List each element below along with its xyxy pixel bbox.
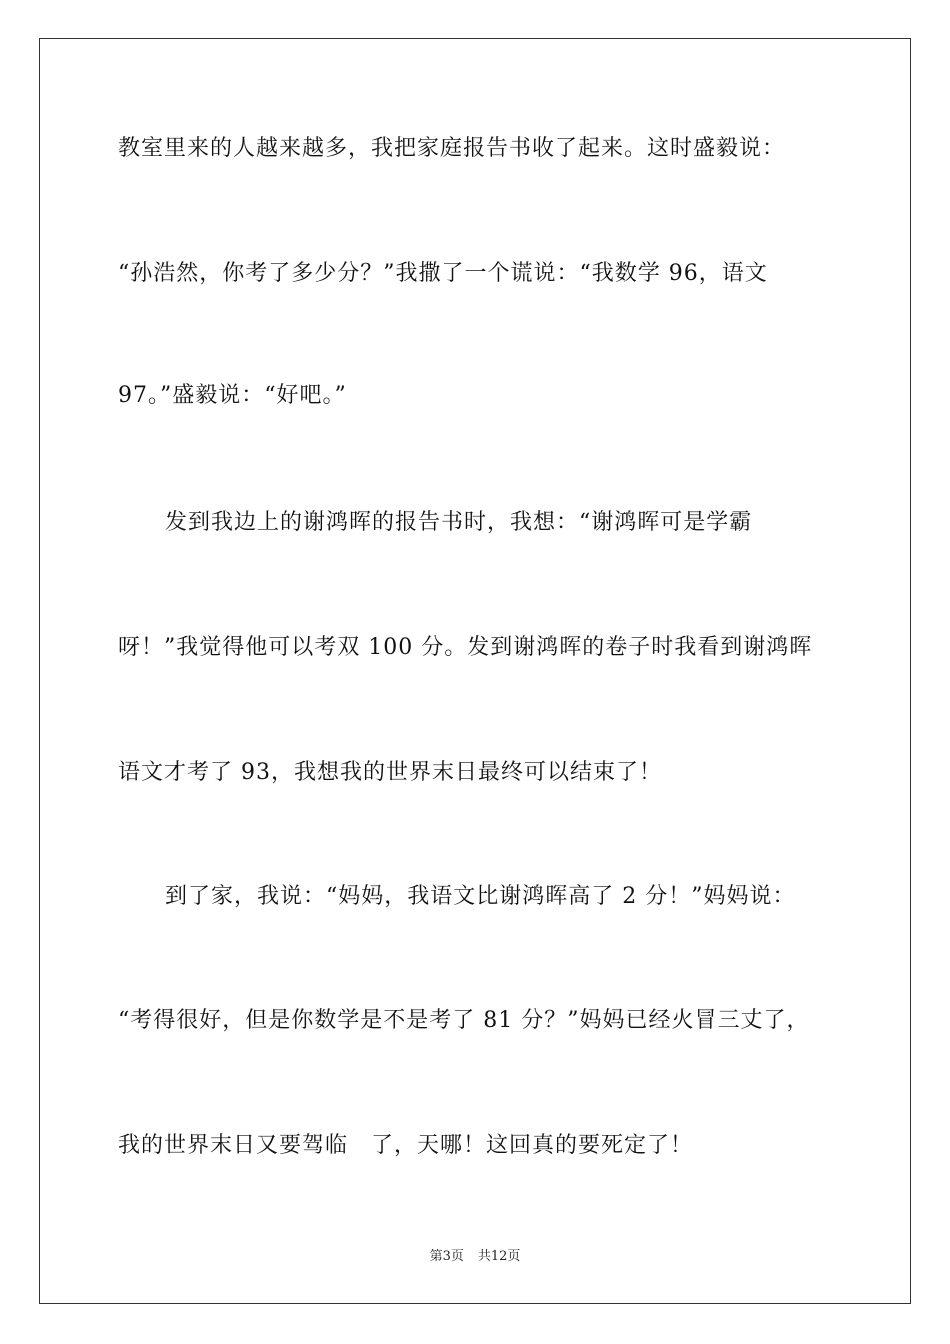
page-frame — [39, 38, 911, 1304]
text-line-8: “考得很好，但是你数学是不是考了 81 分？”妈妈已经火冒三丈了， — [118, 1008, 810, 1033]
text-line-2: “孙浩然，你考了多少分？”我撒了一个谎说：“我数学 96，语文 — [118, 261, 768, 286]
text-line-6: 语文才考了 93，我想我的世界末日最终可以结束了！ — [118, 760, 662, 785]
text-line-7: 到了家，我说：“妈妈，我语文比谢鸿晖高了 2 分！”妈妈说： — [165, 884, 796, 909]
text-line-3: 97。”盛毅说：“好吧。” — [118, 383, 347, 408]
page-footer — [0, 1248, 950, 1266]
text-line-5: 呀！”我觉得他可以考双 100 分。发到谢鸿晖的卷子时我看到谢鸿晖 — [118, 635, 813, 660]
text-line-4: 发到我边上的谢鸿晖的报告书时，我想：“谢鸿晖可是学霸 — [165, 510, 753, 535]
page-total: 共12页 — [477, 1249, 521, 1264]
text-line-9: 我的世界末日又要驾临 了，天哪！这回真的要死定了！ — [118, 1133, 694, 1158]
text-line-1: 教室里来的人越来越多，我把家庭报告书收了起来。这时盛毅说： — [118, 136, 786, 161]
page-number: 第3页 — [429, 1249, 464, 1264]
